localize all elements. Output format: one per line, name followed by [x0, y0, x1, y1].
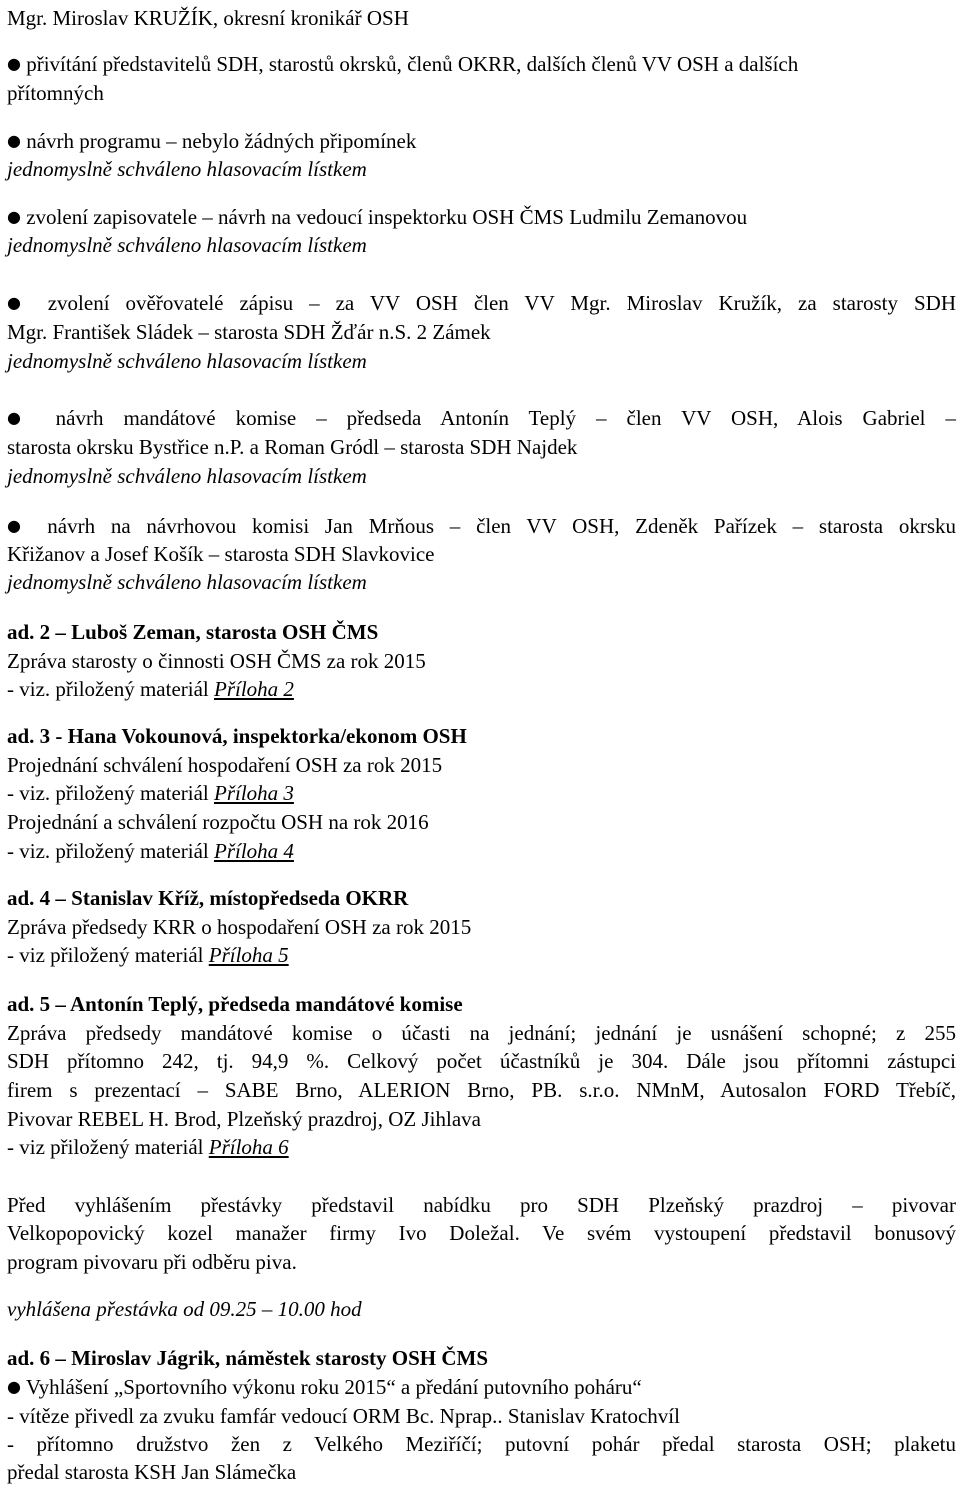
section-text: firem s prezentací – SABE Brno, ALERION Brno, PB. s.r.o. NMnM, Autosalon FORD Třebíč, [7, 1078, 956, 1102]
section-text: Zpráva starosty o činnosti OSH ČMS za rok 2015 [7, 649, 426, 673]
section-text: Zpráva předsedy KRR o hospodaření OSH za rok 2015 [7, 915, 472, 939]
attachment-link[interactable]: Příloha 3 [214, 781, 294, 805]
list-item: ● přivítání představitelů SDH, starostů okrsků, členů OKRR, dalších členů VV OSH a dalších [7, 52, 799, 76]
paragraph: Před vyhlášením přestávky představil nabídku pro SDH Plzeňský prazdroj – pivovar [7, 1193, 956, 1217]
attachment-link[interactable]: Příloha 4 [214, 839, 294, 863]
attachment-reference: - viz přiložený materiál Příloha 5 [7, 943, 289, 967]
page-header: Mgr. Miroslav KRUŽÍK, okresní kronikář OSH [7, 6, 409, 30]
list-item-continuation: Křižanov a Josef Košík – starosta SDH Slavkovice [7, 542, 435, 566]
list-item-continuation: starosta okrsku Bystřice n.P. a Roman Gródl – starosta SDH Najdek [7, 435, 578, 459]
approval-note: jednomyslně schváleno hlasovacím lístkem [7, 464, 367, 488]
dash-item: - vítěze přivedl za zvuku famfár vedoucí ORM Bc. Nprap.. Stanislav Kratochvíl [7, 1404, 680, 1428]
attachment-reference: - viz. přiložený materiál Příloha 4 [7, 839, 294, 863]
section-heading-ad2: ad. 2 – Luboš Zeman, starosta OSH ČMS [7, 620, 379, 644]
bullet-icon: ● [7, 54, 21, 73]
bullet-icon: ● [7, 207, 21, 226]
attachment-link[interactable]: Příloha 5 [208, 943, 289, 967]
bullet-icon: ● [7, 1377, 21, 1396]
section-heading-ad4: ad. 4 – Stanislav Kříž, místopředseda OKRR [7, 886, 409, 910]
list-item-continuation: Mgr. František Sládek – starosta SDH Žďár n.S. 2 Zámek [7, 320, 491, 344]
section-text: SDH přítomno 242, tj. 94,9 %. Celkový počet účastníků je 304. Dále jsou přítomni zástupci [7, 1049, 956, 1073]
approval-note: jednomyslně schváleno hlasovacím lístkem [7, 157, 367, 181]
list-item: ● zvolení zapisovatele – návrh na vedoucí inspektorku OSH ČMS Ludmilu Zemanovou [7, 205, 748, 229]
section-heading-ad3: ad. 3 - Hana Vokounová, inspektorka/ekonom OSH [7, 724, 467, 748]
bullet-icon: ● [7, 408, 36, 427]
attachment-reference: - viz. přiložený materiál Příloha 3 [7, 781, 294, 805]
break-note: vyhlášena přestávka od 09.25 – 10.00 hod [7, 1297, 362, 1321]
list-item: ● návrh programu – nebylo žádných připomínek [7, 129, 417, 153]
dash-item: - přítomno družstvo žen z Velkého Meziříčí; putovní pohár předal starosta OSH; plaketu [7, 1432, 956, 1456]
list-item-continuation: přítomných [7, 81, 104, 105]
section-text: Zpráva předsedy mandátové komise o účasti na jednání; jednání je usnášení schopné; z 255 [7, 1021, 956, 1045]
attachment-link[interactable]: Příloha 2 [214, 677, 294, 701]
section-heading-ad6: ad. 6 – Miroslav Jágrik, náměstek starosty OSH ČMS [7, 1346, 489, 1370]
list-item: ● Vyhlášení „Sportovního výkonu roku 2015“ a předání putovního poháru“ [7, 1375, 642, 1399]
section-heading-ad5: ad. 5 – Antonín Teplý, předseda mandátové komise [7, 992, 463, 1016]
approval-note: jednomyslně schváleno hlasovacím lístkem [7, 570, 367, 594]
attachment-reference: - viz. přiložený materiál Příloha 2 [7, 677, 294, 701]
section-text: Projednání schválení hospodaření OSH za rok 2015 [7, 753, 443, 777]
bullet-icon: ● [7, 131, 21, 150]
approval-note: jednomyslně schváleno hlasovacím lístkem [7, 233, 367, 257]
bullet-icon: ● [7, 293, 32, 312]
paragraph: Velkopopovický kozel manažer firmy Ivo Doležal. Ve svém vystoupení představil bonusový [7, 1221, 956, 1245]
attachment-link[interactable]: Příloha 6 [208, 1135, 289, 1159]
paragraph: program pivovaru při odběru piva. [7, 1250, 297, 1274]
list-item: ● zvolení ověřovatelé zápisu – za VV OSH člen VV Mgr. Miroslav Kružík, za starosty SDH [7, 291, 956, 315]
dash-item-continuation: předal starosta KSH Jan Slámečka [7, 1460, 297, 1484]
list-item: ● návrh na návrhovou komisi Jan Mrňous – člen VV OSH, Zdeněk Pařízek – starosta okrsku [7, 514, 956, 538]
attachment-reference: - viz přiložený materiál Příloha 6 [7, 1135, 289, 1159]
section-text: Pivovar REBEL H. Brod, Plzeňský prazdroj, OZ Jihlava [7, 1107, 481, 1131]
approval-note: jednomyslně schváleno hlasovacím lístkem [7, 349, 367, 373]
list-item: ● návrh mandátové komise – předseda Antonín Teplý – člen VV OSH, Alois Gabriel – [7, 406, 956, 430]
bullet-icon: ● [7, 516, 32, 535]
section-text: Projednání a schválení rozpočtu OSH na rok 2016 [7, 810, 429, 834]
